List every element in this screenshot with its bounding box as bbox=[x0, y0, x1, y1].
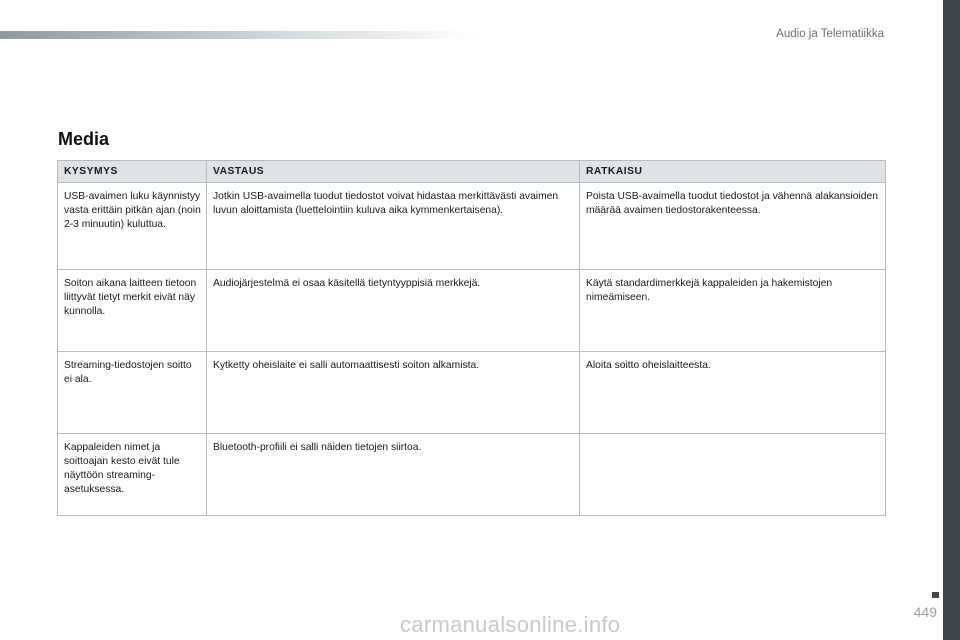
solution-cell bbox=[580, 434, 886, 516]
table-row bbox=[58, 352, 886, 434]
page-number: 449 bbox=[913, 604, 937, 620]
table-row bbox=[58, 183, 886, 270]
question-cell: Soiton aikana laitteen tietoon liittyvät tietyt merkit eivät näy kunnolla. bbox=[58, 270, 207, 352]
question-cell: Streaming-tiedostojen soitto ei ala. bbox=[58, 352, 207, 434]
header-decorative-bar bbox=[0, 31, 480, 39]
column-header-answer: VASTAUS bbox=[207, 161, 580, 183]
watermark: carmanualsonline.info bbox=[400, 612, 621, 637]
answer-cell: Bluetooth-profiili ei salli näiden tietojen siirtoa. bbox=[207, 434, 580, 516]
column-header-solution: RATKAISU bbox=[580, 161, 886, 183]
answer-cell: Jotkin USB-avaimella tuodut tiedostot voivat hidastaa merkittävästi avaimen luvun aloittamista (luettelointiin kuluva aika kymmenkertaisena). bbox=[207, 183, 580, 270]
question-cell: Kappaleiden nimet ja soittoajan kesto eivät tule näyttöön streaming-asetuksessa. bbox=[58, 434, 207, 516]
answer-cell: Kytketty oheislaite ei salli automaattisesti soiton alkamista. bbox=[207, 352, 580, 434]
solution-cell: Aloita soitto oheislaitteesta. bbox=[580, 352, 886, 434]
chapter-title: Audio ja Telematiikka bbox=[776, 28, 884, 40]
section-title: Media bbox=[58, 129, 110, 149]
solution-cell: Poista USB-avaimella tuodut tiedostot ja vähennä alakansioiden määrää avaimen tiedostorakenteessa. bbox=[580, 183, 886, 270]
solution-cell: Käytä standardimerkkejä kappaleiden ja hakemistojen nimeämiseen. bbox=[580, 270, 886, 352]
table-row bbox=[58, 434, 886, 516]
faq-table bbox=[57, 160, 886, 516]
answer-cell: Audiojärjestelmä ei osaa käsitellä tietyntyyppisiä merkkejä. bbox=[207, 270, 580, 352]
table-header-row bbox=[58, 161, 886, 183]
page-marker bbox=[932, 592, 939, 598]
page-edge-strip bbox=[943, 0, 960, 640]
table-row bbox=[58, 270, 886, 352]
column-header-question: KYSYMYS bbox=[58, 161, 207, 183]
question-cell: USB-avaimen luku käynnistyy vasta erittäin pitkän ajan (noin 2-3 minuutin) kuluttua. bbox=[58, 183, 207, 270]
